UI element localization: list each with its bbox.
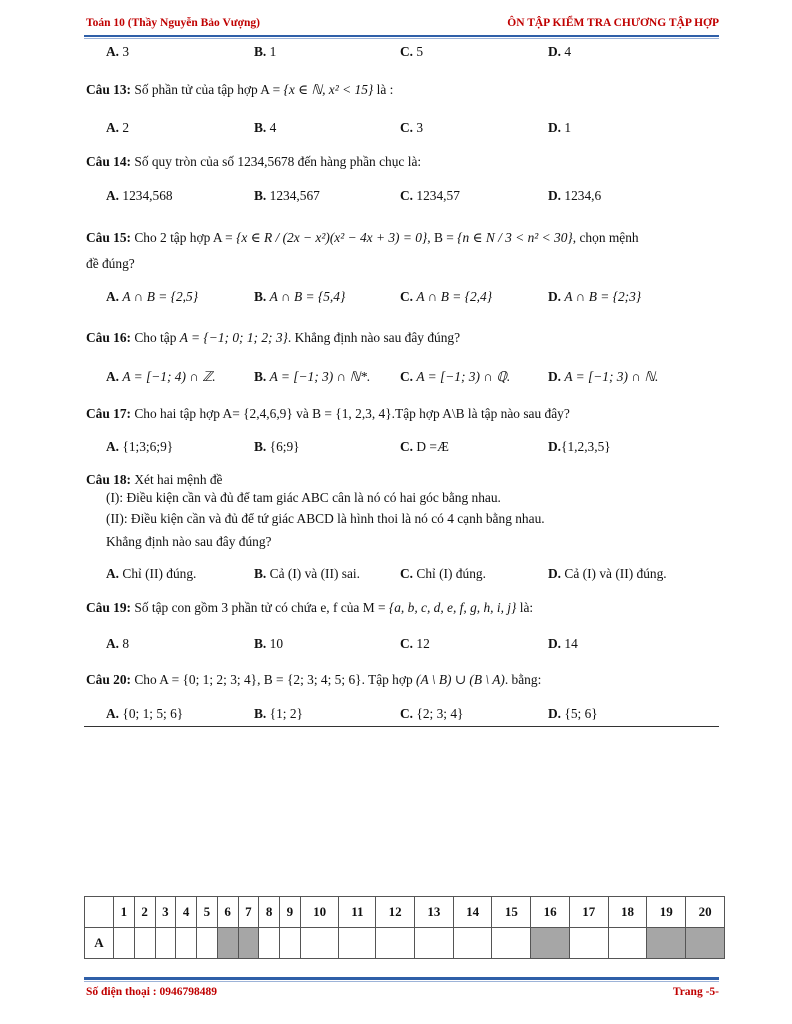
answer-cell[interactable] xyxy=(197,928,218,959)
footer-phone: Số điện thoại : 0946798489 xyxy=(86,986,217,998)
question-13-options xyxy=(106,120,726,140)
option-a: A. 8 xyxy=(106,636,130,651)
option-d: D. A = [−1; 3) ∩ ℕ. xyxy=(548,369,659,384)
option-c: C. D =Æ xyxy=(400,439,449,454)
answer-cell[interactable] xyxy=(280,928,301,959)
number-cell: 7 xyxy=(238,897,259,928)
option-b: B. {1; 2} xyxy=(254,706,303,721)
question-18-options xyxy=(106,566,726,586)
number-cell: 9 xyxy=(280,897,301,928)
section-end-rule xyxy=(84,726,719,727)
number-cell: 14 xyxy=(453,897,492,928)
question-19-options xyxy=(106,636,726,656)
question-18-prompt: Khẳng định nào sau đây đúng? xyxy=(106,534,272,549)
option-a: A. 1234,568 xyxy=(106,188,173,203)
number-cell: 8 xyxy=(259,897,280,928)
option-a: A. A = [−1; 4) ∩ ℤ. xyxy=(106,369,216,384)
option-a: A. A ∩ B = {2,5} xyxy=(106,289,199,304)
option-b: B. 1 xyxy=(254,44,277,59)
number-cell: 4 xyxy=(176,897,197,928)
option-a: A. {0; 1; 5; 6} xyxy=(106,706,184,721)
statement-i: (I): Điều kiện cần và đủ để tam giác ABC cân là nó có hai góc bằng nhau. xyxy=(106,490,501,505)
option-b: B. 1234,567 xyxy=(254,188,320,203)
question-18: Câu 18: Xét hai mệnh đề xyxy=(86,472,223,487)
statement-ii: (II): Điều kiện cần và đủ để tứ giác ABCD là hình thoi là nó có 4 cạnh bằng nhau. xyxy=(106,511,545,526)
number-cell: 15 xyxy=(492,897,531,928)
option-d: D. 1234,6 xyxy=(548,188,602,203)
option-c: C. 5 xyxy=(400,44,424,59)
option-b: B. A = [−1; 3) ∩ ℕ*. xyxy=(254,369,371,384)
number-cell: 20 xyxy=(686,897,725,928)
number-cell: 2 xyxy=(134,897,155,928)
question-20-options xyxy=(106,706,726,726)
number-cell: 17 xyxy=(569,897,608,928)
number-cell: 10 xyxy=(300,897,339,928)
footer-rule-thin xyxy=(84,981,719,982)
question-15-options xyxy=(106,289,726,309)
option-c: C. Chỉ (I) đúng. xyxy=(400,566,486,581)
option-b: B. 4 xyxy=(254,120,277,135)
answer-cell[interactable] xyxy=(114,928,135,959)
answer-cell[interactable] xyxy=(453,928,492,959)
prev-question-options xyxy=(106,44,726,64)
answer-cell[interactable] xyxy=(259,928,280,959)
option-d: D. 4 xyxy=(548,44,572,59)
option-b: B. {6;9} xyxy=(254,439,300,454)
answer-cell[interactable] xyxy=(415,928,454,959)
option-d: D. Cả (I) và (II) đúng. xyxy=(548,566,667,581)
answer-cell[interactable] xyxy=(339,928,376,959)
answer-cell[interactable] xyxy=(531,928,570,959)
option-d: D. 1 xyxy=(548,120,572,135)
number-cell: 13 xyxy=(415,897,454,928)
number-cell: 3 xyxy=(155,897,176,928)
header-left-title: Toán 10 (Thầy Nguyễn Bảo Vượng) xyxy=(86,17,260,29)
option-b: B. Cả (I) và (II) sai. xyxy=(254,566,360,581)
option-b: B. 10 xyxy=(254,636,284,651)
option-c: C. {2; 3; 4} xyxy=(400,706,464,721)
question-14: Câu 14: Số quy tròn của số 1234,5678 đến hàng phần chục là: xyxy=(86,154,422,169)
option-d: D. 14 xyxy=(548,636,578,651)
option-d: D.{1,2,3,5} xyxy=(548,439,611,454)
answer-cell[interactable] xyxy=(217,928,238,959)
question-16-options xyxy=(106,369,726,389)
number-cell: 1 xyxy=(114,897,135,928)
question-17-options xyxy=(106,439,726,459)
number-cell: 11 xyxy=(339,897,376,928)
question-15: Câu 15: Cho 2 tập hợp A = {x ∈ R / (2x − x²)(x² − 4x + 3) = 0}, B = {n ∈ N / 3 < n² < 30}, chọn mệnh đề đúng? xyxy=(86,230,639,271)
option-a: A. Chỉ (II) đúng. xyxy=(106,566,197,581)
option-c: C. A ∩ B = {2,4} xyxy=(400,289,493,304)
option-c: C. A = [−1; 3) ∩ ℚ. xyxy=(400,369,511,384)
option-c: C. 3 xyxy=(400,120,424,135)
corner-cell xyxy=(85,897,114,928)
header-right-title: ÔN TẬP KIỂM TRA CHƯƠNG TẬP HỢP xyxy=(507,17,719,29)
answer-cell[interactable] xyxy=(155,928,176,959)
answer-cell[interactable] xyxy=(134,928,155,959)
question-20: Câu 20: Cho A = {0; 1; 2; 3; 4}, B = {2; 3; 4; 5; 6}. Tập hợp (A \ B) ∪ (B \ A). bằng: xyxy=(86,672,542,687)
number-cell: 12 xyxy=(376,897,415,928)
answer-cell[interactable] xyxy=(492,928,531,959)
answer-cell[interactable] xyxy=(176,928,197,959)
answer-cell[interactable] xyxy=(300,928,339,959)
number-cell: 16 xyxy=(531,897,570,928)
option-d: D. A ∩ B = {2;3} xyxy=(548,289,642,304)
footer-page-number: Trang -5- xyxy=(672,986,719,998)
question-19: Câu 19: Số tập con gồm 3 phần tử có chứa e, f của M = {a, b, c, d, e, f, g, h, i, j} là: xyxy=(86,600,534,615)
option-c: C. 12 xyxy=(400,636,430,651)
question-16: Câu 16: Cho tập A = {−1; 0; 1; 2; 3}. Khẳng định nào sau đây đúng? xyxy=(86,330,461,345)
option-b: B. A ∩ B = {5,4} xyxy=(254,289,346,304)
header-rule xyxy=(84,35,719,37)
number-cell: 5 xyxy=(197,897,218,928)
option-a: A. {1;3;6;9} xyxy=(106,439,174,454)
footer-rule xyxy=(84,977,719,980)
question-17: Câu 17: Cho hai tập hợp A= {2,4,6,9} và B = {1, 2,3, 4}.Tập hợp A\B là tập nào sau đây? xyxy=(86,406,570,421)
option-c: C. 1234,57 xyxy=(400,188,460,203)
option-a: A. 3 xyxy=(106,44,130,59)
answer-cell[interactable] xyxy=(647,928,686,959)
number-cell: 6 xyxy=(217,897,238,928)
answer-row-label: A xyxy=(85,928,114,959)
option-a: A. 2 xyxy=(106,120,130,135)
question-13: Câu 13: Số phần tử của tập hợp A = {x ∈ ℕ, x² < 15} là : xyxy=(86,82,394,97)
number-cell: 18 xyxy=(608,897,647,928)
answer-row xyxy=(85,928,725,959)
answer-cell[interactable] xyxy=(569,928,608,959)
header-rule-thin xyxy=(84,38,719,39)
answer-header-row xyxy=(85,897,725,928)
answer-cell[interactable] xyxy=(686,928,725,959)
answer-table xyxy=(84,896,725,959)
answer-cell[interactable] xyxy=(608,928,647,959)
number-cell: 19 xyxy=(647,897,686,928)
question-14-options xyxy=(106,188,726,208)
answer-cell[interactable] xyxy=(238,928,259,959)
answer-cell[interactable] xyxy=(376,928,415,959)
option-d: D. {5; 6} xyxy=(548,706,598,721)
